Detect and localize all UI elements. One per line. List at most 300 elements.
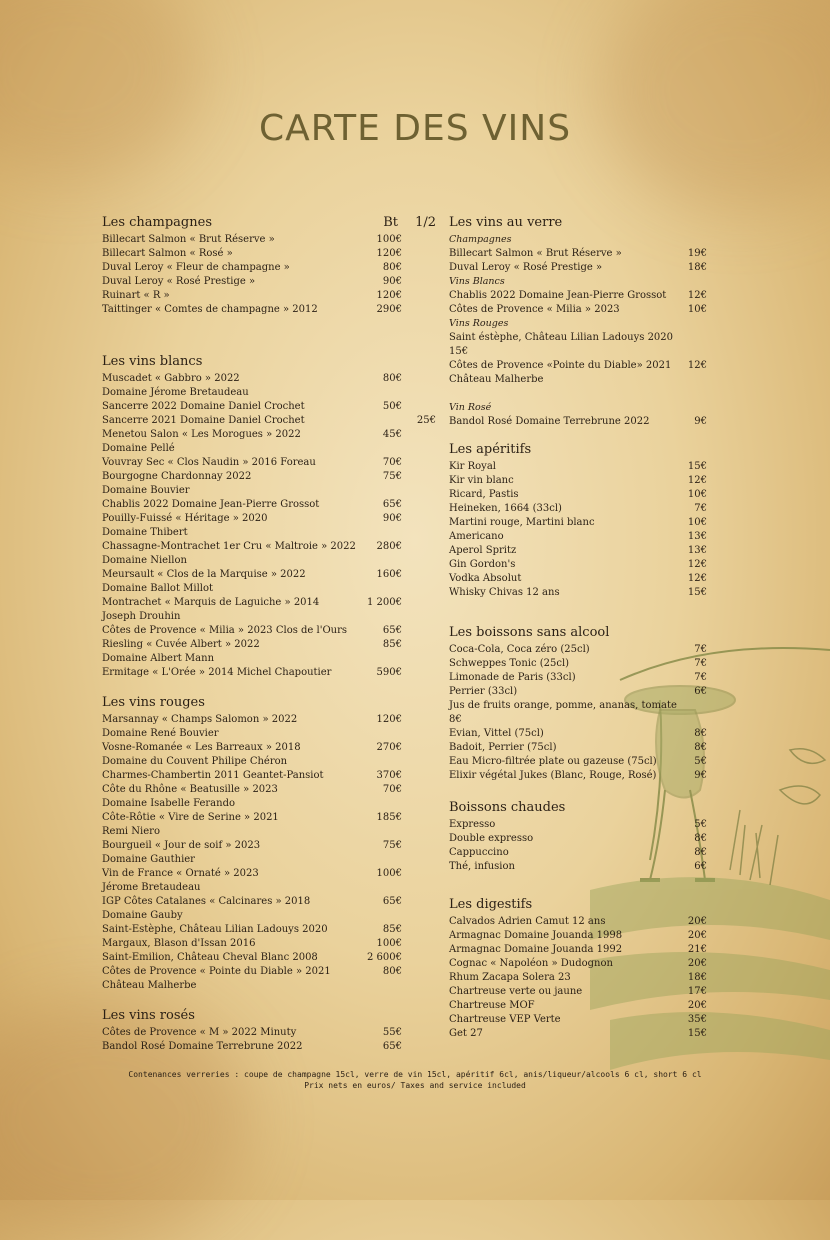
item-name: Chartreuse MOF — [449, 1000, 535, 1011]
item-price: 6€ — [694, 686, 707, 697]
item-name: Martini rouge, Martini blanc — [449, 517, 595, 528]
item-name: Cappuccino — [449, 847, 509, 858]
wine-item — [102, 937, 436, 951]
item-price: 35€ — [687, 1014, 707, 1025]
item-name: Chartreuse verte ou jaune — [449, 986, 583, 997]
wine-name: Pouilly-Fuissé « Héritage » 2020 — [102, 513, 268, 524]
item-price: 20€ — [687, 958, 707, 969]
wine-name: Riesling « Cuvée Albert » 2022 — [102, 639, 260, 650]
bottle-price: 65€ — [382, 499, 402, 510]
menu-item — [449, 685, 707, 699]
item-price: 19€ — [687, 248, 707, 259]
wine-name: Muscadet « Gabbro » 2022 — [102, 373, 240, 384]
half-price — [402, 1026, 436, 1040]
item-price: 15€ — [687, 461, 707, 472]
wine-item — [102, 512, 436, 526]
wine-item — [102, 727, 436, 741]
spacer — [449, 387, 707, 401]
section-title: Les digestifs — [449, 897, 533, 912]
menu-item — [449, 558, 707, 572]
half-price — [402, 470, 436, 484]
section-title: Les vins blancs — [102, 354, 203, 369]
wine-name: Côtes de Provence « Milia » 2023 Clos de l'Ours — [102, 625, 348, 636]
subcategory: Vins Rouges — [449, 318, 509, 329]
wine-item — [102, 247, 436, 261]
item-price: 7€ — [694, 644, 707, 655]
wine-item — [102, 303, 436, 317]
item-name: Whisky Chivas 12 ans — [449, 587, 560, 598]
wine-name: Duval Leroy « Rosé Prestige » — [102, 276, 256, 287]
wine-name: Domaine Jérome Bretaudeau — [102, 387, 249, 398]
bottle-price — [362, 554, 402, 568]
wine-item — [102, 783, 436, 797]
menu-item — [449, 460, 707, 474]
menu-item — [449, 516, 707, 530]
half-price — [402, 638, 436, 652]
wine-name: Saint-Estèphe, Château Lilian Ladouys 2020 — [102, 924, 328, 935]
header-bottle: Bt — [383, 215, 398, 230]
item-price: 8€ — [694, 728, 707, 739]
wine-name: Côte-Rôtie « Vire de Serine » 2021 — [102, 812, 279, 823]
bottle-price: 120€ — [376, 248, 402, 259]
item-name: Evian, Vittel (75cl) — [449, 728, 544, 739]
item-price: 10€ — [687, 489, 707, 500]
half-price — [402, 895, 436, 909]
half-price — [402, 428, 436, 442]
item-name: Armagnac Domaine Jouanda 1998 — [449, 930, 623, 941]
half-price — [402, 909, 436, 923]
wine-item — [102, 909, 436, 923]
item-price: 12€ — [687, 475, 707, 486]
item-price: 8€ — [694, 742, 707, 753]
wine-name: IGP Côtes Catalanes « Calcinares » 2018 — [102, 896, 311, 907]
half-price — [402, 303, 436, 317]
menu-item — [449, 572, 707, 586]
item-price: 13€ — [687, 531, 707, 542]
item-name: Côtes de Provence « Milia » 2023 — [449, 304, 620, 315]
item-price: 7€ — [694, 503, 707, 514]
wine-name: Charmes-Chambertin 2011 Geantet-Pansiot — [102, 770, 324, 781]
wine-item — [102, 400, 436, 414]
wine-name: Billecart Salmon « Rosé » — [102, 248, 233, 259]
section-champagnes — [102, 214, 436, 317]
wine-name: Remi Niero — [102, 826, 160, 837]
wine-name: Margaux, Blason d'Issan 2016 — [102, 938, 256, 949]
wine-item — [102, 741, 436, 755]
half-price — [402, 568, 436, 582]
wine-name: Château Malherbe — [102, 980, 197, 991]
paper-stain — [600, 0, 830, 210]
half-price: 25€ — [416, 415, 436, 426]
wine-name: Menetou Salon « Les Morogues » 2022 — [102, 429, 301, 440]
bottle-price: 120€ — [376, 290, 402, 301]
wine-item — [102, 428, 436, 442]
section-title: Les vins au verre — [449, 215, 563, 230]
bottle-price: 55€ — [382, 1027, 402, 1038]
menu-item — [449, 657, 707, 671]
wine-item — [102, 797, 436, 811]
half-price — [402, 540, 436, 554]
wine-name: Domaine Isabelle Ferando — [102, 798, 235, 809]
half-price — [402, 783, 436, 797]
item-price: 17€ — [687, 986, 707, 997]
bottle-price: 280€ — [376, 541, 402, 552]
wine-name: Domaine Pellé — [102, 443, 175, 454]
wine-name: Bourgogne Chardonnay 2022 — [102, 471, 252, 482]
wine-name: Vin de France « Ornaté » 2023 — [102, 868, 259, 879]
item-name: Coca-Cola, Coca zéro (25cl) — [449, 644, 590, 655]
bottle-price: 80€ — [382, 373, 402, 384]
section-title: Les vins rosés — [102, 1008, 195, 1023]
menu-item — [449, 832, 707, 846]
item-name: Billecart Salmon « Brut Réserve » — [449, 248, 622, 259]
wine-item — [102, 713, 436, 727]
half-price — [402, 769, 436, 783]
menu-item — [449, 741, 707, 755]
item-price: 18€ — [687, 262, 707, 273]
half-price — [402, 839, 436, 853]
item-name: Heineken, 1664 (33cl) — [449, 503, 562, 514]
wine-item — [102, 526, 436, 540]
wine-item — [102, 895, 436, 909]
wine-item — [102, 470, 436, 484]
wine-name: Côtes de Provence « Pointe du Diable » 2021 — [102, 966, 331, 977]
wine-item — [102, 582, 436, 596]
bottle-price — [362, 881, 402, 895]
wine-item — [102, 414, 436, 428]
wine-name: Sancerre 2021 Domaine Daniel Crochet — [102, 415, 305, 426]
wine-item — [102, 867, 436, 881]
menu-item — [449, 530, 707, 544]
wine-name: Domaine Gauthier — [102, 854, 195, 865]
menu-item — [449, 671, 707, 685]
half-price — [402, 652, 436, 666]
half-price — [402, 1040, 436, 1054]
item-price: 15€ — [687, 587, 707, 598]
section-vins-rouges — [102, 694, 436, 993]
item-price: 10€ — [687, 517, 707, 528]
footer-capacities: Contenances verreries : coupe de champagne 15cl, verre de vin 15cl, apéritif 6cl, anis/liqueur/alcools 6 cl, short 6 cl — [128, 1070, 702, 1079]
item-name: Gin Gordon's — [449, 559, 516, 570]
bottle-price: 70€ — [382, 457, 402, 468]
menu-item — [449, 727, 707, 741]
item-name: Cognac « Napoléon » Dudognon — [449, 958, 613, 969]
bottle-price — [362, 825, 402, 839]
item-name: Chablis 2022 Domaine Jean-Pierre Grossot — [449, 290, 667, 301]
menu-item — [449, 999, 707, 1013]
bottle-price — [362, 853, 402, 867]
item-name: Americano — [449, 531, 504, 542]
wine-name: Chassagne-Montrachet 1er Cru « Maltroie » 2022 — [102, 541, 356, 552]
bottle-price: 45€ — [382, 429, 402, 440]
wine-item — [102, 372, 436, 386]
item-price: 8€ — [694, 833, 707, 844]
item-price: 18€ — [687, 972, 707, 983]
wine-name: Duval Leroy « Fleur de champagne » — [102, 262, 290, 273]
header-half: 1/2 — [415, 215, 436, 230]
menu-item — [449, 1027, 707, 1041]
bottle-price — [362, 442, 402, 456]
half-price — [402, 456, 436, 470]
bottle-price: 90€ — [382, 513, 402, 524]
wine-item — [102, 275, 436, 289]
section-aperitifs — [449, 441, 707, 600]
wine-item — [102, 811, 436, 825]
paper-stain — [0, 0, 200, 180]
item-price: 13€ — [687, 545, 707, 556]
right-column — [449, 214, 707, 1065]
wine-item — [102, 853, 436, 867]
wine-name: Meursault « Clos de la Marquise » 2022 — [102, 569, 306, 580]
half-price — [402, 442, 436, 456]
menu-line: Saint éstèphe, Château Lilian Ladouys 2020 — [449, 332, 674, 343]
wine-item — [102, 825, 436, 839]
half-price — [402, 741, 436, 755]
menu-item — [449, 247, 707, 261]
bottle-price: 90€ — [382, 276, 402, 287]
bottle-price: 160€ — [376, 569, 402, 580]
item-name: Duval Leroy « Rosé Prestige » — [449, 262, 603, 273]
menu-item — [449, 488, 707, 502]
bottle-price: 100€ — [376, 868, 402, 879]
item-name: Badoit, Perrier (75cl) — [449, 742, 557, 753]
wine-name: Domaine du Couvent Philipe Chéron — [102, 756, 288, 767]
item-name: Calvados Adrien Camut 12 ans — [449, 916, 606, 927]
menu-item — [449, 943, 707, 957]
bottle-price — [362, 610, 402, 624]
wine-item — [102, 596, 436, 610]
item-price: 20€ — [687, 1000, 707, 1011]
wine-name: Montrachet « Marquis de Laguiche » 2014 — [102, 597, 320, 608]
bottle-price: 100€ — [376, 938, 402, 949]
wine-item — [102, 442, 436, 456]
wine-name: Domaine Ballot Millot — [102, 583, 214, 594]
bottle-price: 50€ — [382, 401, 402, 412]
item-name: Schweppes Tonic (25cl) — [449, 658, 570, 669]
half-price — [402, 484, 436, 498]
bottle-price — [362, 414, 402, 428]
wine-item — [102, 979, 436, 993]
bottle-price — [362, 797, 402, 811]
wine-item — [102, 638, 436, 652]
menu-item — [449, 846, 707, 860]
bottle-price: 590€ — [376, 667, 402, 678]
menu-item — [449, 818, 707, 832]
half-price — [402, 372, 436, 386]
item-name: Get 27 — [449, 1028, 483, 1039]
wine-name: Ermitage « L'Orée » 2014 Michel Chapoutier — [102, 667, 332, 678]
item-price: 7€ — [694, 658, 707, 669]
menu-item — [449, 261, 707, 275]
section-title: Les apéritifs — [449, 442, 532, 457]
wine-item — [102, 769, 436, 783]
bottle-price: 1 200€ — [367, 597, 402, 608]
half-price — [402, 923, 436, 937]
menu-item — [449, 929, 707, 943]
half-price — [402, 965, 436, 979]
section-title: Les champagnes — [102, 215, 212, 230]
item-name: Côtes de Provence «Pointe du Diable» 2021 — [449, 360, 672, 371]
section-vins-blancs — [102, 353, 436, 680]
item-price: 12€ — [687, 360, 707, 371]
bottle-price: 70€ — [382, 784, 402, 795]
bottle-price: 75€ — [382, 471, 402, 482]
wine-item — [102, 233, 436, 247]
half-price — [402, 400, 436, 414]
wine-name: Côtes de Provence « M » 2022 Minuty — [102, 1027, 297, 1038]
item-price: 10€ — [687, 304, 707, 315]
item-name: Chartreuse VEP Verte — [449, 1014, 561, 1025]
subcategory: Vin Rosé — [449, 402, 492, 413]
half-price — [402, 727, 436, 741]
bottle-price: 65€ — [382, 1041, 402, 1052]
half-price — [402, 554, 436, 568]
wine-item — [102, 965, 436, 979]
item-price: 20€ — [687, 916, 707, 927]
wine-item — [102, 456, 436, 470]
bottle-price — [362, 484, 402, 498]
wine-name: Sancerre 2022 Domaine Daniel Crochet — [102, 401, 305, 412]
half-price — [402, 951, 436, 965]
wine-name: Marsannay « Champs Salomon » 2022 — [102, 714, 298, 725]
wine-name: Billecart Salmon « Brut Réserve » — [102, 234, 275, 245]
item-name: Elixir végétal Jukes (Blanc, Rouge, Rosé) — [449, 770, 657, 781]
menu-item — [449, 415, 707, 429]
item-name: Expresso — [449, 819, 496, 830]
menu-item — [449, 643, 707, 657]
item-price: 9€ — [694, 416, 707, 427]
bottle-price: 80€ — [382, 262, 402, 273]
bottle-price — [362, 386, 402, 400]
wine-name: Bandol Rosé Domaine Terrebrune 2022 — [102, 1041, 303, 1052]
menu-item — [449, 502, 707, 516]
item-price: 21€ — [687, 944, 707, 955]
bottle-price — [362, 979, 402, 993]
bottle-price: 65€ — [382, 625, 402, 636]
subcategory: Champagnes — [449, 234, 512, 245]
wine-name: Vosne-Romanée « Les Barreaux » 2018 — [102, 742, 301, 753]
wine-name: Saint-Emilion, Château Cheval Blanc 2008 — [102, 952, 318, 963]
item-price: 6€ — [694, 861, 707, 872]
menu-item — [449, 359, 707, 373]
menu-item — [449, 915, 707, 929]
wine-name: Côte du Rhône « Beatusille » 2023 — [102, 784, 278, 795]
menu-item — [449, 586, 707, 600]
section-title: Les boissons sans alcool — [449, 625, 610, 640]
half-price — [402, 867, 436, 881]
half-price — [402, 526, 436, 540]
section-title: Les vins rouges — [102, 695, 205, 710]
half-price — [402, 596, 436, 610]
wine-item — [102, 881, 436, 895]
menu-item — [449, 971, 707, 985]
bottle-price — [362, 526, 402, 540]
wine-name: Taittinger « Comtes de champagne » 2012 — [102, 304, 318, 315]
half-price — [402, 624, 436, 638]
bottle-price: 80€ — [382, 966, 402, 977]
menu-item — [449, 985, 707, 999]
wine-name: Ruinart « R » — [102, 290, 170, 301]
wine-name: Domaine Bouvier — [102, 485, 190, 496]
bottle-price: 100€ — [376, 234, 402, 245]
section-title: Boissons chaudes — [449, 800, 566, 815]
menu-item — [449, 474, 707, 488]
bottle-price: 85€ — [382, 639, 402, 650]
wine-name: Domaine Gauby — [102, 910, 183, 921]
wine-name: Vouvray Sec « Clos Naudin » 2016 Foreau — [102, 457, 316, 468]
section-vins-au-verre — [449, 214, 707, 429]
wine-name: Domaine Thibert — [102, 527, 188, 538]
section-vins-roses — [102, 1007, 436, 1054]
item-name: Double expresso — [449, 833, 534, 844]
item-name: Ricard, Pastis — [449, 489, 519, 500]
wine-item — [102, 839, 436, 853]
menu-line: 8€ — [449, 714, 462, 725]
wine-name: Domaine René Bouvier — [102, 728, 219, 739]
half-price — [402, 979, 436, 993]
wine-item — [102, 386, 436, 400]
bottle-price: 85€ — [382, 924, 402, 935]
wine-item — [102, 484, 436, 498]
menu-item — [449, 769, 707, 783]
wine-item — [102, 540, 436, 554]
half-price — [402, 247, 436, 261]
bottle-price — [362, 582, 402, 596]
wine-name: Jérome Bretaudeau — [102, 882, 201, 893]
half-price — [402, 610, 436, 624]
half-price — [402, 386, 436, 400]
menu-line: 15€ — [449, 346, 469, 357]
wine-item — [102, 289, 436, 303]
page-title: CARTE DES VINS — [258, 108, 572, 149]
half-price — [402, 853, 436, 867]
section-boissons-chaudes — [449, 799, 707, 874]
half-price — [402, 289, 436, 303]
item-name: Kir vin blanc — [449, 475, 514, 486]
item-price: 12€ — [687, 290, 707, 301]
item-price: 7€ — [694, 672, 707, 683]
bottle-price: 290€ — [376, 304, 402, 315]
menu-item — [449, 860, 707, 874]
menu-line: Château Malherbe — [449, 374, 544, 385]
menu-item — [449, 544, 707, 558]
item-name: Thé, infusion — [449, 861, 515, 872]
item-name: Armagnac Domaine Jouanda 1992 — [449, 944, 623, 955]
item-name: Rhum Zacapa Solera 23 — [449, 972, 571, 983]
item-name: Limonade de Paris (33cl) — [449, 672, 576, 683]
wine-name: Bourgueil « Jour de soif » 2023 — [102, 840, 261, 851]
left-column — [102, 214, 436, 1078]
wine-item — [102, 1040, 436, 1054]
bottle-price: 65€ — [382, 896, 402, 907]
footer — [0, 1069, 830, 1091]
item-price: 15€ — [687, 1028, 707, 1039]
item-price: 9€ — [694, 770, 707, 781]
bottle-price: 75€ — [382, 840, 402, 851]
wine-name: Domaine Albert Mann — [102, 653, 215, 664]
bottle-price — [362, 909, 402, 923]
section-digestifs — [449, 896, 707, 1041]
item-price: 12€ — [687, 573, 707, 584]
menu-item — [449, 755, 707, 769]
item-price: 20€ — [687, 930, 707, 941]
half-price — [402, 261, 436, 275]
section-boissons-sans-alcool — [449, 624, 707, 783]
half-price — [402, 275, 436, 289]
bottle-price: 120€ — [376, 714, 402, 725]
half-price — [402, 512, 436, 526]
half-price — [402, 498, 436, 512]
